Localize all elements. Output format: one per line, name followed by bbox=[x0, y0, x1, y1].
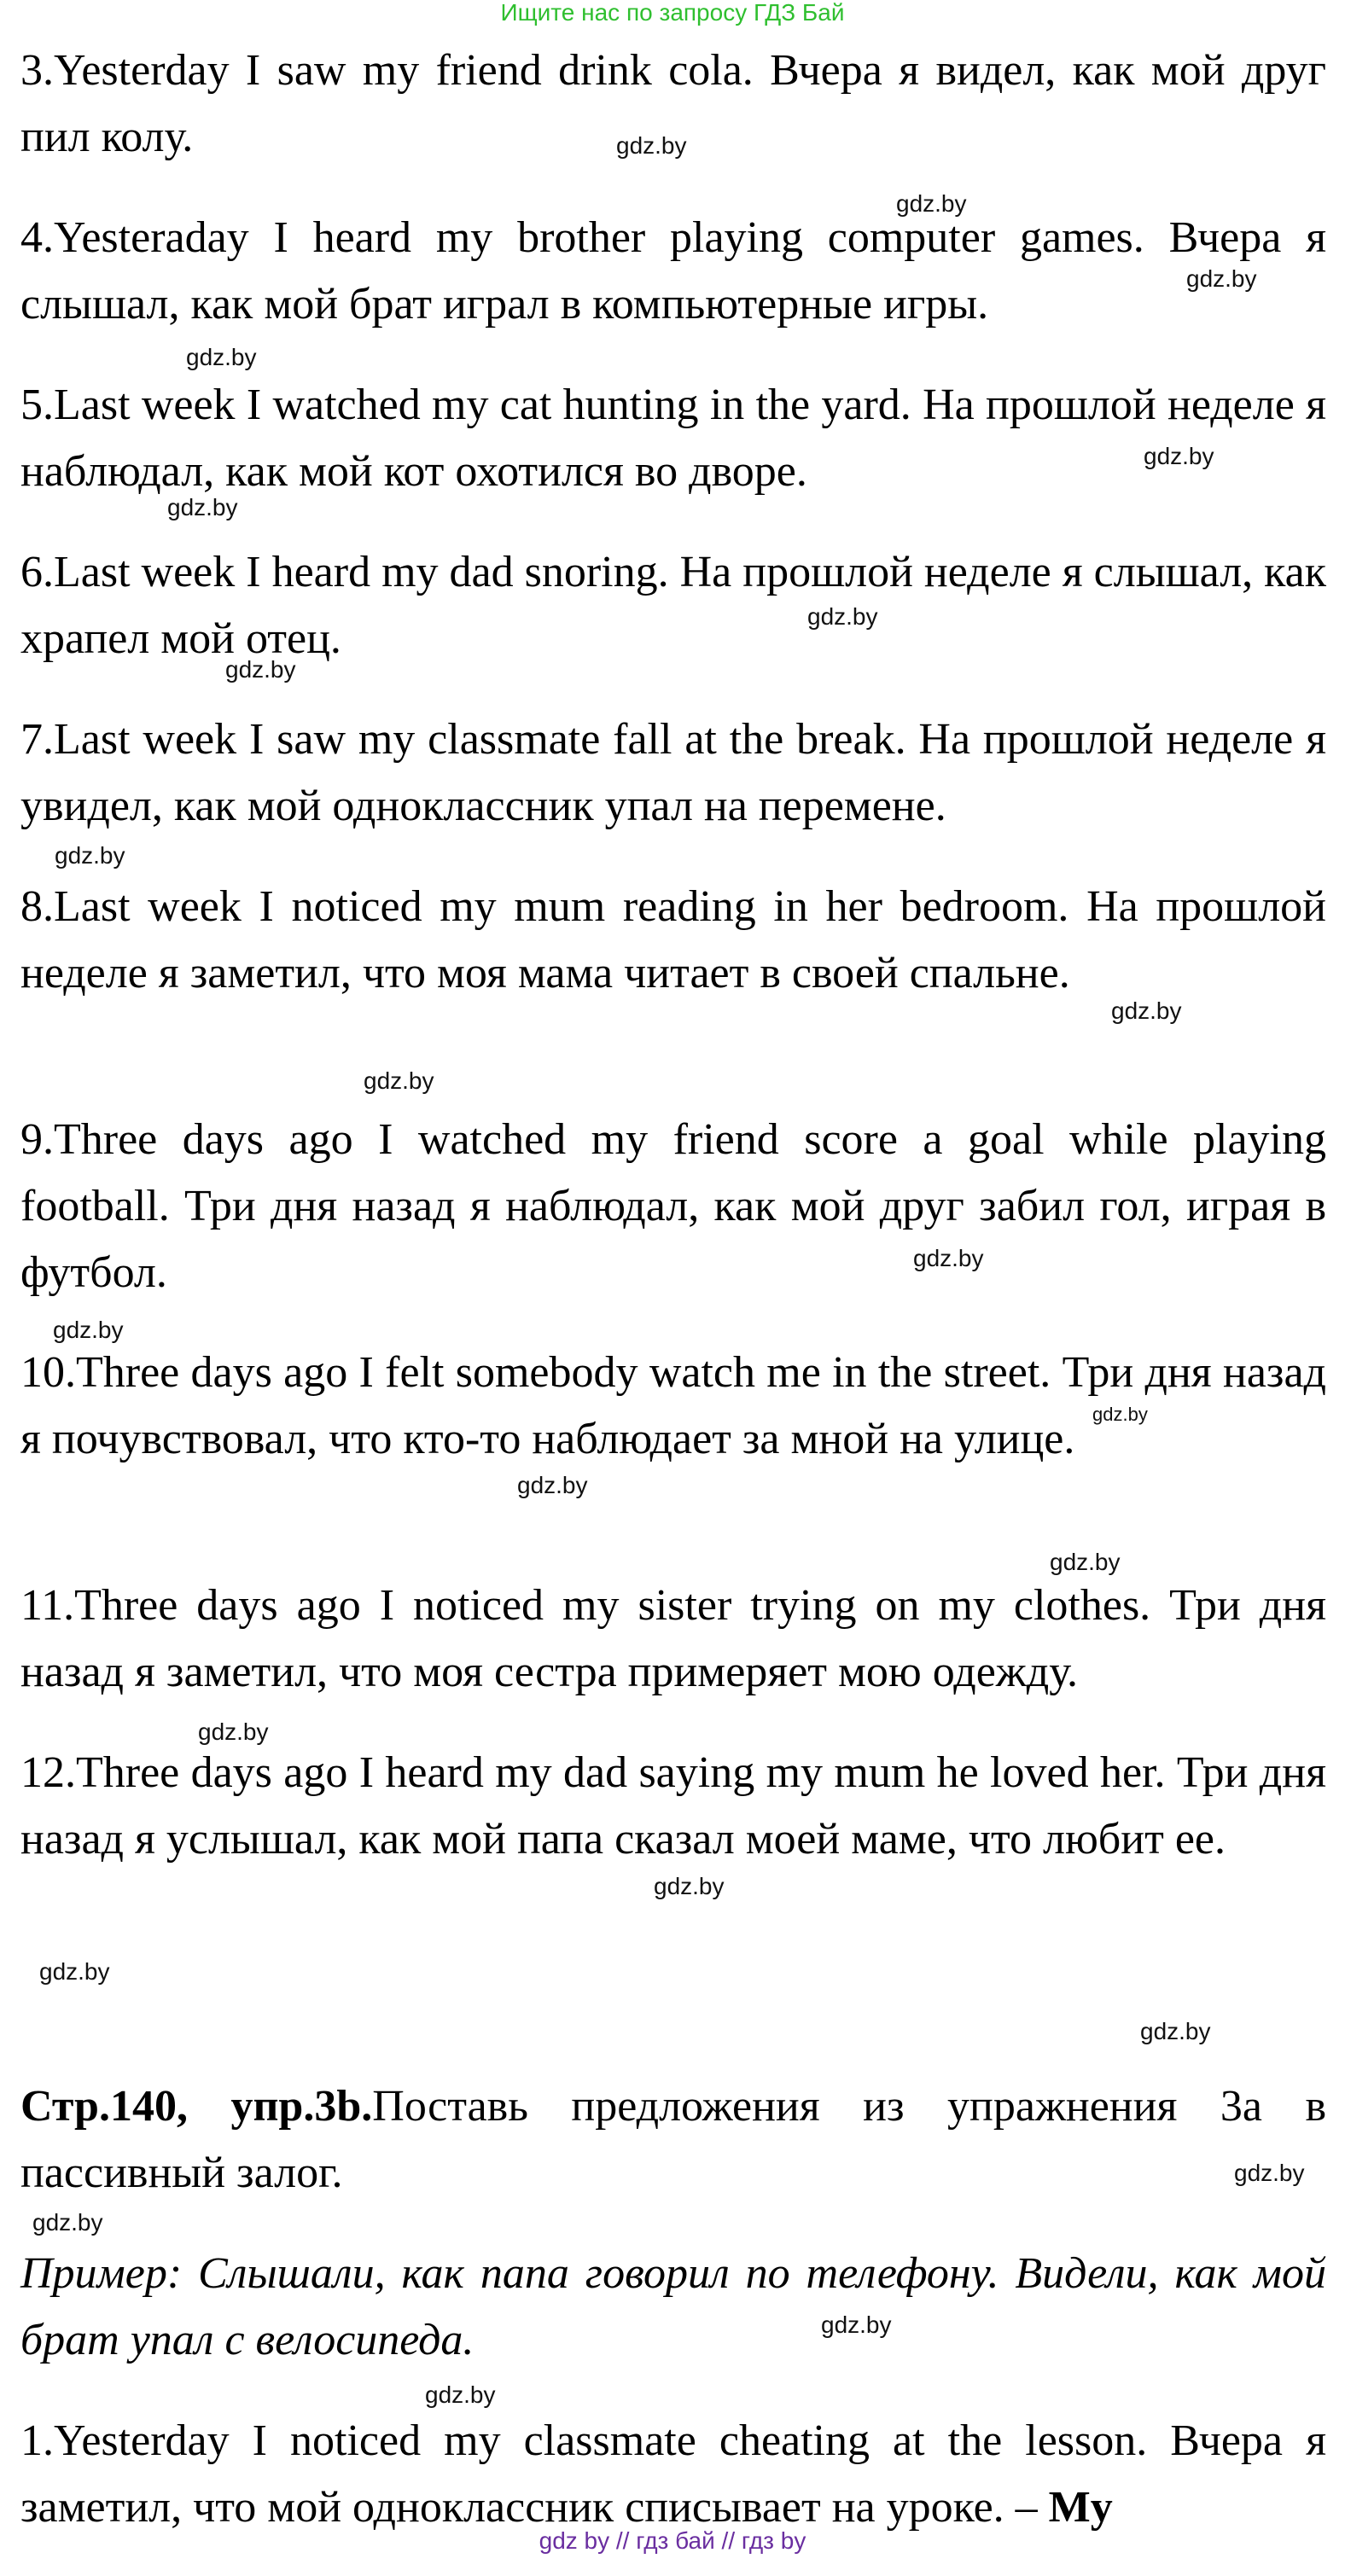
watermark: gdz.by bbox=[53, 1317, 124, 1343]
watermark: gdz.by bbox=[364, 1067, 434, 1094]
watermark: gdz.by bbox=[39, 1958, 110, 1985]
watermark: gdz.by bbox=[807, 603, 878, 630]
watermark: gdz.by bbox=[896, 190, 967, 217]
watermark: gdz.by bbox=[425, 2381, 496, 2408]
answer-6: 6.Last week I heard my dad snoring. На прошлой неделе я слышал, как храпел мой отец. bbox=[20, 548, 1326, 663]
watermark: gdz.by bbox=[517, 1472, 588, 1498]
watermark: gdz.by bbox=[616, 132, 687, 159]
page-footer: gdz by // гдз бай // гдз by bbox=[539, 2527, 806, 2554]
watermark: gdz.by bbox=[1186, 265, 1257, 292]
watermark: gdz.by bbox=[1140, 2018, 1211, 2044]
watermark: gdz.by bbox=[654, 1873, 725, 1899]
exercise-instruction: Поставь предложения из упражнения 3а в пассивный залог. bbox=[20, 2082, 1327, 2197]
answer-10: 10.Three days ago I felt somebody watch me in the street. Три дня назад я почувствовал, что кто-то наблюдает за мной на улице. bbox=[20, 1348, 1326, 1463]
watermark: gdz.by bbox=[186, 344, 257, 370]
exercise-answer-bold-tail: My bbox=[1048, 2483, 1113, 2532]
watermark: gdz.by bbox=[1234, 2160, 1305, 2186]
exercise-title: Стр.140, упр.3b. bbox=[20, 2082, 373, 2131]
watermark: gdz.by bbox=[1144, 443, 1214, 469]
answer-11: 11.Three days ago I noticed my sister trying on my clothes. Три дня назад я заметил, что моя сестра примеряет мою одежду. bbox=[20, 1581, 1326, 1696]
exercise-answer-text: 1.Yesterday I noticed my classmate cheating at the lesson. Вчера я заметил, что мой одноклассник списывает на уроке. – bbox=[20, 2416, 1326, 2532]
answer-3: 3.Yesterday I saw my friend drink cola. Вчера я видел, как мой друг пил колу. bbox=[20, 46, 1326, 161]
exercise-example: Пример: Слышали, как папа говорил по телефону. Видели, как мой брат упал с велосипеда. bbox=[20, 2249, 1326, 2364]
answer-9: 9.Three days ago I watched my friend score a goal while playing football. Три дня назад я наблюдал, как мой друг забил гол, играя в футбол. bbox=[20, 1115, 1326, 1297]
answer-12: 12.Three days ago I heard my dad saying my mum he loved her. Три дня назад я услышал, как мой папа сказал моей маме, что любит ее. bbox=[20, 1748, 1326, 1864]
watermark: gdz.by bbox=[32, 2209, 103, 2236]
watermark: gdz.by bbox=[1092, 1404, 1148, 1425]
watermark: gdz.by bbox=[1111, 997, 1182, 1024]
watermark: gdz.by bbox=[913, 1245, 984, 1271]
watermark: gdz.by bbox=[225, 656, 296, 683]
answer-7: 7.Last week I saw my classmate fall at the break. На прошлой неделе я увидел, как мой одноклассник упал на перемене. bbox=[20, 715, 1326, 830]
watermark: gdz.by bbox=[198, 1718, 269, 1745]
watermark: gdz.by bbox=[167, 494, 238, 520]
watermark: gdz.by bbox=[1050, 1549, 1121, 1575]
exercise-heading bbox=[20, 2073, 1326, 2207]
answer-4: 4.Yesteraday I heard my brother playing computer games. Вчера я слышал, как мой брат играл в компьютерные игры. bbox=[20, 213, 1326, 329]
answer-5: 5.Last week I watched my cat hunting in the yard. На прошлой неделе я наблюдал, как мой кот охотился во дворе. bbox=[20, 381, 1326, 496]
exercise-answer-1 bbox=[20, 2408, 1326, 2541]
watermark: gdz.by bbox=[55, 842, 125, 869]
watermark: gdz.by bbox=[821, 2311, 892, 2338]
answer-8: 8.Last week I noticed my mum reading in her bedroom. На прошлой неделе я заметил, что моя мама читает в своей спальне. bbox=[20, 882, 1326, 997]
page-header: Ищите нас по запросу ГДЗ Бай bbox=[500, 0, 845, 26]
